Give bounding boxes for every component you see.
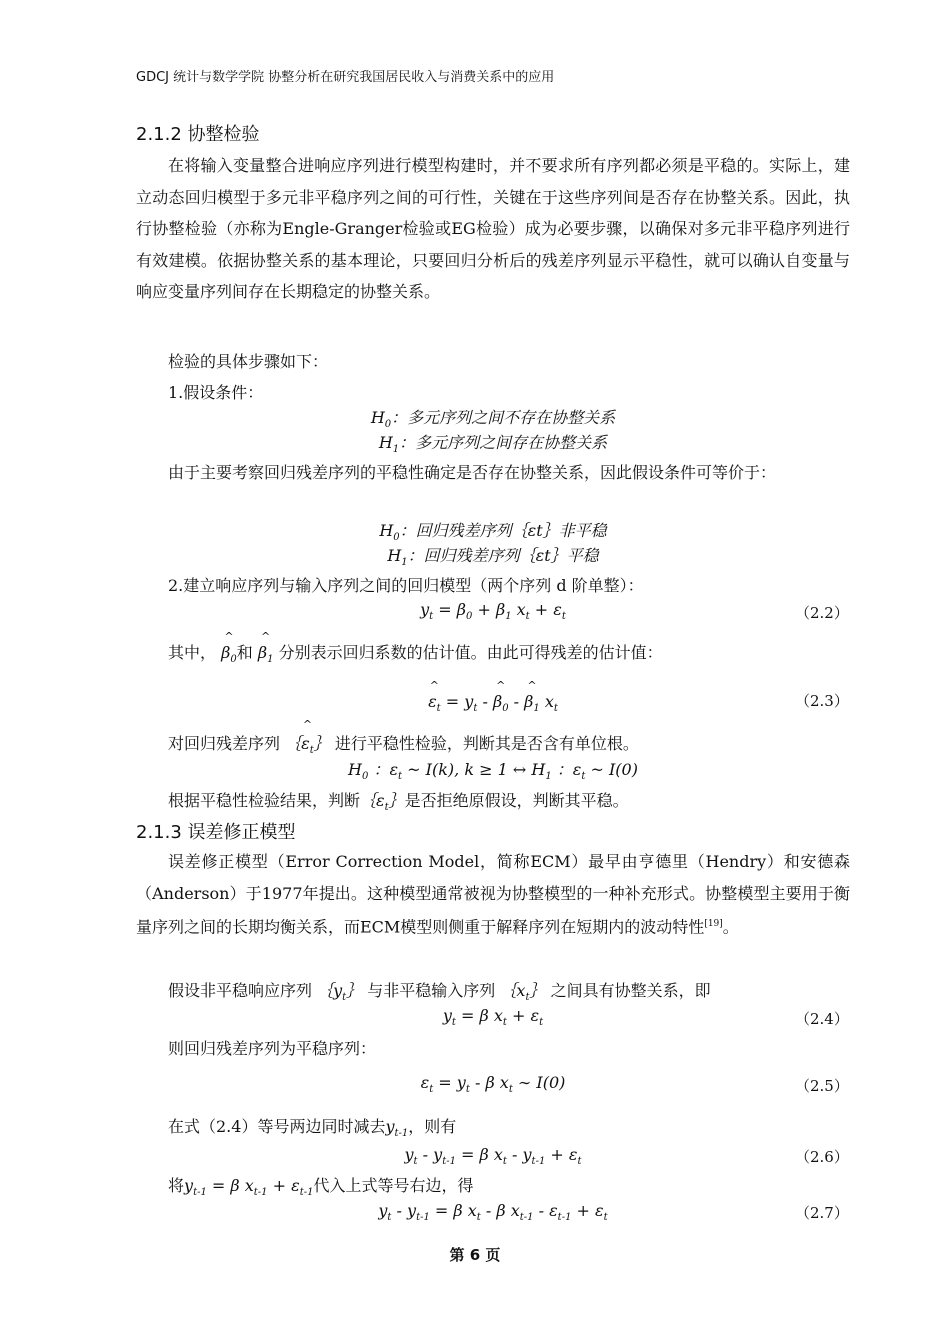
steps-intro: 检验的具体步骤如下：: [168, 352, 329, 371]
hypothesis-h1-2: $H_1$：回归残差序列｛εt｝平稳: [387, 546, 599, 569]
running-header: GDCJ 统计与数学学院 协整分析在研究我国居民收入与消费关系中的应用: [136, 70, 555, 85]
paragraph-cointegration-intro: 在将输入变量整合进响应序列进行模型构建时，并不要求所有序列都必须是平稳的。实际上，建立动态回归模型于多元非平稳序列之间的可行性，关键在于这些序列间是否存在协整关系。因此，执行协整检验（亦称为Engle-Granger检验或EG检验）成为必要步骤，以确保对多元非平稳序列进行有效建模。依据协整关系的基本理论，只要回归分析后的残差序列显示平稳性，就可以确认自变量与响应变量序列间存在长期稳定的协整关系。: [136, 156, 850, 301]
equation-2-2: $y_t = \beta_0 + \beta_1$ $x_t + \varepsilon_t$: [420, 600, 566, 623]
assumption-text: 假设非平稳响应序列 $\{y_t\}$ 与非平稳输入序列 $\{x_t\}$ 之间具有协整关系，即: [168, 981, 711, 1004]
section-heading-2-1-2: 2.1.2 协整检验: [136, 124, 260, 145]
equation-number-2-4: （2.4）: [795, 1010, 849, 1028]
equation-2-7: $y_t - y_{t-1} = \beta$ $x_t$ - β $x_{t-1} - \varepsilon_{t-1} + \varepsilon_t$: [378, 1201, 608, 1224]
equation-number-2-3: （2.3）: [795, 692, 849, 710]
equation-2-3: ^ $\varepsilon_t = y_t$ - ^ $\beta_0$ - ^ $\beta_1$ $x_t$: [136, 692, 850, 714]
residual-test-text: 对回归残差序列 ^ $\{\varepsilon_t\}$ 进行平稳性检验，判断其是否含有单位根。: [168, 731, 639, 756]
step-2-label: 2.建立响应序列与输入序列之间的回归模型（两个序列 d 阶单整）：: [168, 576, 644, 595]
unit-root-hypothesis: $H_0$ ：$\varepsilon_t$ ~ I(k), k ≥ 1 ↔ $H_1$ ：$\varepsilon_t$ ~ I(0): [348, 760, 638, 783]
equation-2-6: $y_t - y_{t-1} = \beta$ $x_t - y_{t-1} + \varepsilon_t$: [404, 1145, 582, 1168]
coefficient-estimate-text: 其中， ^ $\beta_0$和 ^ $\beta_1$ 分别表示回归系数的估计值。由此可得残差的估计值：: [168, 640, 663, 665]
decision-text: 根据平稳性检验结果，判断$\{\varepsilon_t\}$是否拒绝原假设，判断其平稳。: [168, 791, 629, 814]
subtract-text: 在式（2.4）等号两边同时减去$y_{t-1}$，则有: [168, 1117, 457, 1140]
section-heading-2-1-3: 2.1.3 误差修正模型: [136, 822, 296, 843]
page-number: 第 6 页: [449, 1246, 501, 1264]
hypothesis-h0-2: $H_0$：回归残差序列｛εt｝非平稳: [379, 521, 607, 544]
paragraph-equivalent: 由于主要考察回归残差序列的平稳性确定是否存在协整关系，因此假设条件可等价于：: [168, 463, 777, 482]
equation-number-2-7: （2.7）: [795, 1204, 849, 1222]
equation-2-5: $\varepsilon_t = y_t - \beta$ $x_t$ ∼ I(0): [420, 1073, 566, 1096]
equation-number-2-2: （2.2）: [795, 604, 849, 622]
equation-number-2-5: （2.5）: [795, 1077, 849, 1095]
hypothesis-h1-1: $H_1$：多元序列之间存在协整关系: [378, 433, 608, 456]
step-1-label: 1.假设条件：: [168, 383, 264, 402]
stationary-residual-text: 则回归残差序列为平稳序列：: [168, 1039, 377, 1058]
equation-2-4: $y_t = \beta$ $x_t + \varepsilon_t$: [442, 1006, 544, 1029]
hypothesis-h0-1: $H_0$：多元序列之间不存在协整关系: [370, 408, 616, 431]
substitute-text: 将$y_{t-1} = \beta$ $x_{t-1} + \varepsilon_{t-1}$代入上式等号右边，得: [168, 1176, 474, 1199]
equation-number-2-6: （2.6）: [795, 1148, 849, 1166]
paragraph-ecm-intro: 误差修正模型（Error Correction Model，简称ECM）最早由亨德里（Hendry）和安德森（Anderson）于1977年提出。这种模型通常被视为协整模型的一种补充形式。协整模型主要用于衡量序列之间的长期均衡关系，而ECM模型则侧重于解释序列在短期内的波动特性[19]。: [136, 852, 850, 937]
